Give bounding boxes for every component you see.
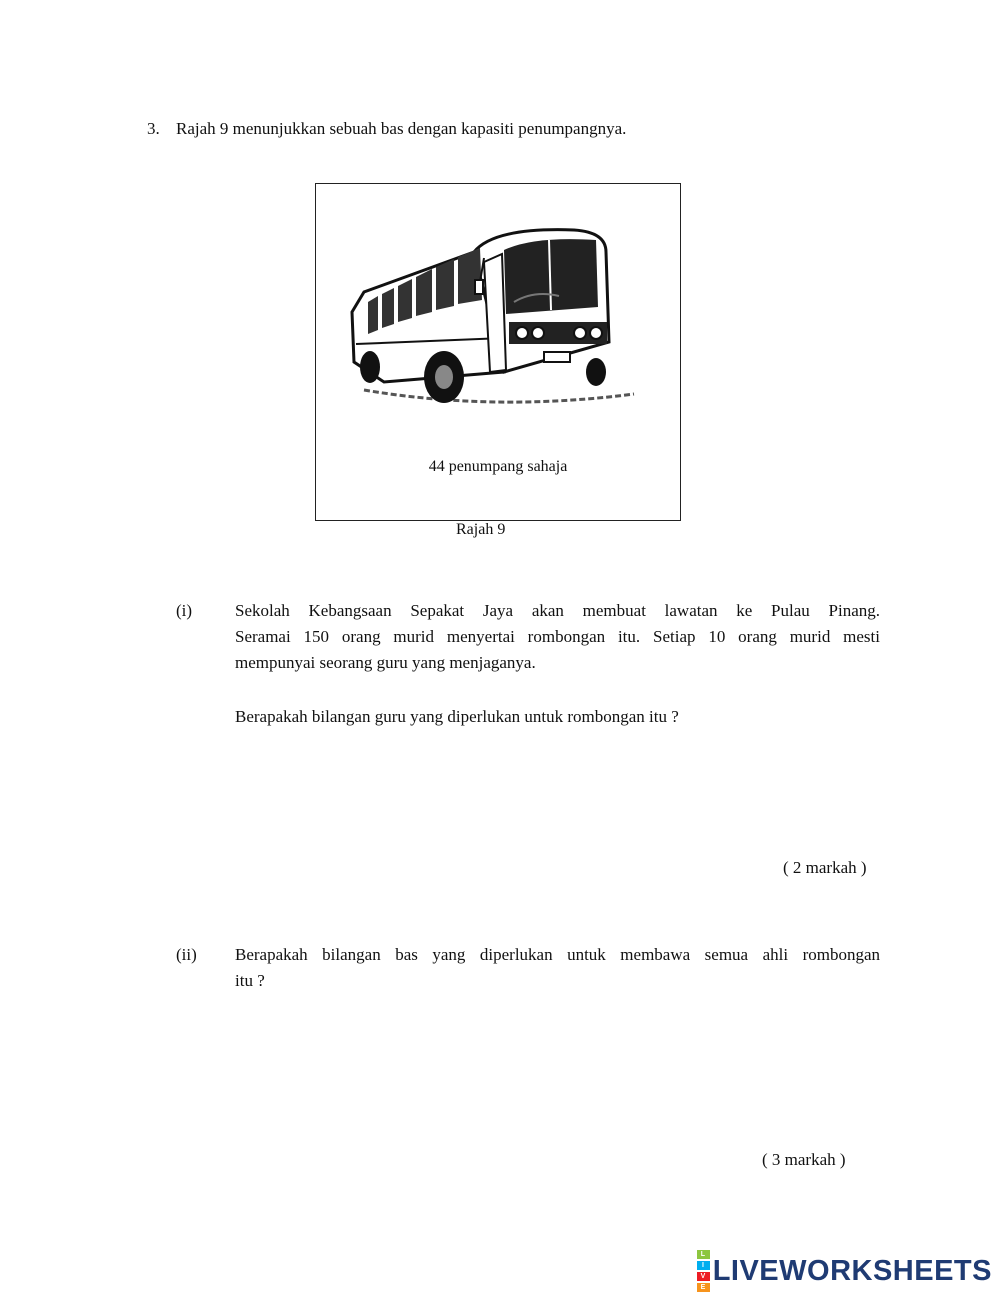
logo-letter-i: I	[697, 1261, 710, 1270]
part-i-question: Berapakah bilangan guru yang diperlukan untuk rombongan itu ?	[235, 707, 679, 726]
part-i-line-2: Seramai 150 orang murid menyertai rombongan itu. Setiap 10 orang murid mesti	[235, 627, 880, 646]
liveworksheets-logo-icon	[697, 1249, 710, 1293]
logo-letter-v: V	[697, 1272, 710, 1281]
part-ii-marks: ( 3 markah )	[762, 1150, 846, 1169]
logo-letter-e: E	[697, 1283, 710, 1292]
figure-box	[315, 183, 681, 521]
logo-letter-l: L	[697, 1250, 710, 1259]
bus-icon	[344, 222, 644, 422]
part-i-marks: ( 2 markah )	[783, 858, 867, 877]
figure-inner-caption: 44 penumpang sahaja	[428, 458, 568, 475]
liveworksheets-wordmark: LIVEWORKSHEETS	[712, 1254, 992, 1287]
part-ii-line-2: itu ?	[235, 971, 265, 990]
part-ii-body	[235, 942, 880, 994]
part-ii-number: (ii)	[176, 945, 197, 964]
part-i-line-1: Sekolah Kebangsaan Sepakat Jaya akan membuat lawatan ke Pulau Pinang.	[235, 601, 880, 620]
question-text: Rajah 9 menunjukkan sebuah bas dengan kapasiti penumpangnya.	[176, 119, 627, 138]
part-i-body	[235, 598, 880, 676]
question-number: 3.	[147, 119, 160, 138]
figure-label: Rajah 9	[456, 521, 506, 538]
part-ii-line-1: Berapakah bilangan bas yang diperlukan untuk membawa semua ahli rombongan	[235, 945, 880, 964]
part-i-number: (i)	[176, 601, 193, 620]
part-i-line-3: mempunyai seorang guru yang menjaganya.	[235, 653, 536, 672]
liveworksheets-logo	[697, 1251, 992, 1291]
